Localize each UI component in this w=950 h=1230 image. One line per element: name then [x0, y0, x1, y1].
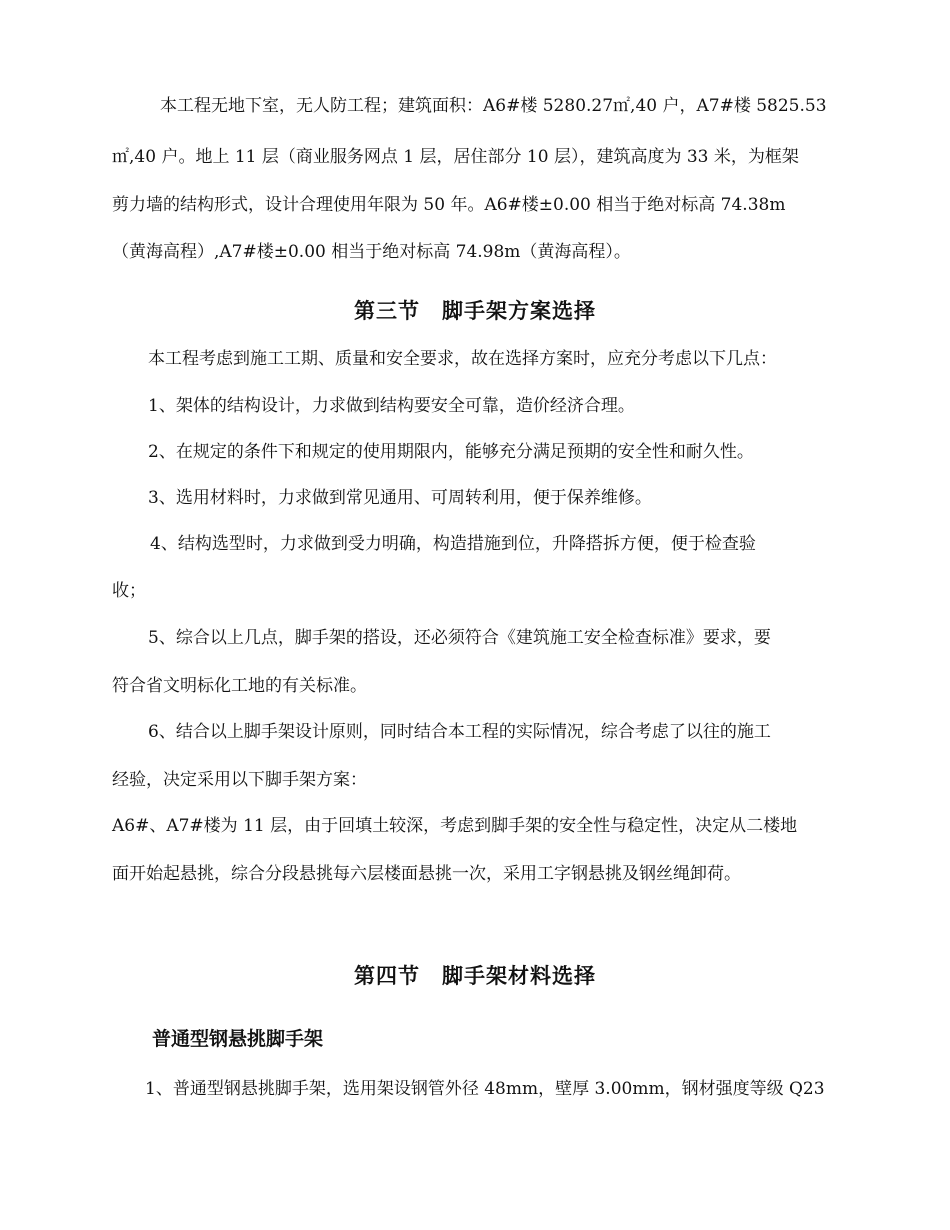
list-item-6-line-1: 6、结合以上脚手架设计原则，同时结合本工程的实际情况，综合考虑了以往的施工: [148, 722, 771, 742]
list-item-6-line-2: 经验，决定采用以下脚手架方案：: [112, 770, 367, 790]
list-item-5-line-2: 符合省文明标化工地的有关标准。: [112, 676, 367, 696]
list-item-2: 2、在规定的条件下和规定的使用期限内，能够充分满足预期的安全性和耐久性。: [148, 442, 754, 462]
section-3-heading: 第三节 脚手架方案选择: [354, 299, 596, 323]
section-4-heading: 第四节 脚手架材料选择: [354, 964, 596, 988]
plan-line-2: 面开始起悬挑，综合分段悬挑每六层楼面悬挑一次，采用工字钢悬挑及钢丝绳卸荷。: [112, 864, 741, 884]
section-4-subheading: 普通型钢悬挑脚手架: [152, 1028, 324, 1050]
list-item-4-line-2: 收；: [112, 581, 146, 601]
intro-line-3: 剪力墙的结构形式，设计合理使用年限为 50 年。A6#楼±0.00 相当于绝对标高 74.38m: [112, 195, 786, 215]
intro-line-2: ㎡,40 户。地上 11 层（商业服务网点 1 层，居住部分 10 层），建筑高度为 33 米，为框架: [112, 147, 799, 167]
intro-line-1: 本工程无地下室，无人防工程；建筑面积：A6#楼 5280.27㎡,40 户，A7#楼 5825.53: [160, 96, 827, 116]
list-item-3: 3、选用材料时，力求做到常见通用、可周转利用，便于保养维修。: [148, 488, 652, 508]
list-item-5-line-1: 5、综合以上几点，脚手架的搭设，还必须符合《建筑施工安全检查标准》要求，要: [148, 628, 771, 648]
intro-line-4: （黄海高程）,A7#楼±0.00 相当于绝对标高 74.98m（黄海高程）。: [112, 242, 631, 262]
plan-line-1: A6#、A7#楼为 11 层，由于回填土较深，考虑到脚手架的安全性与稳定性，决定从二楼地: [112, 816, 798, 836]
list-item-1: 1、架体的结构设计，力求做到结构要安全可靠，造价经济合理。: [148, 396, 635, 416]
section-4-item-1: 1、普通型钢悬挑脚手架，选用架设钢管外径 48mm，壁厚 3.00mm，钢材强度等级 Q23: [145, 1079, 825, 1099]
section-3-lead: 本工程考虑到施工工期、质量和安全要求，故在选择方案时，应充分考虑以下几点：: [148, 349, 777, 369]
list-item-4-line-1: 4、结构选型时，力求做到受力明确，构造措施到位，升降搭拆方便，便于检查验: [150, 534, 756, 554]
